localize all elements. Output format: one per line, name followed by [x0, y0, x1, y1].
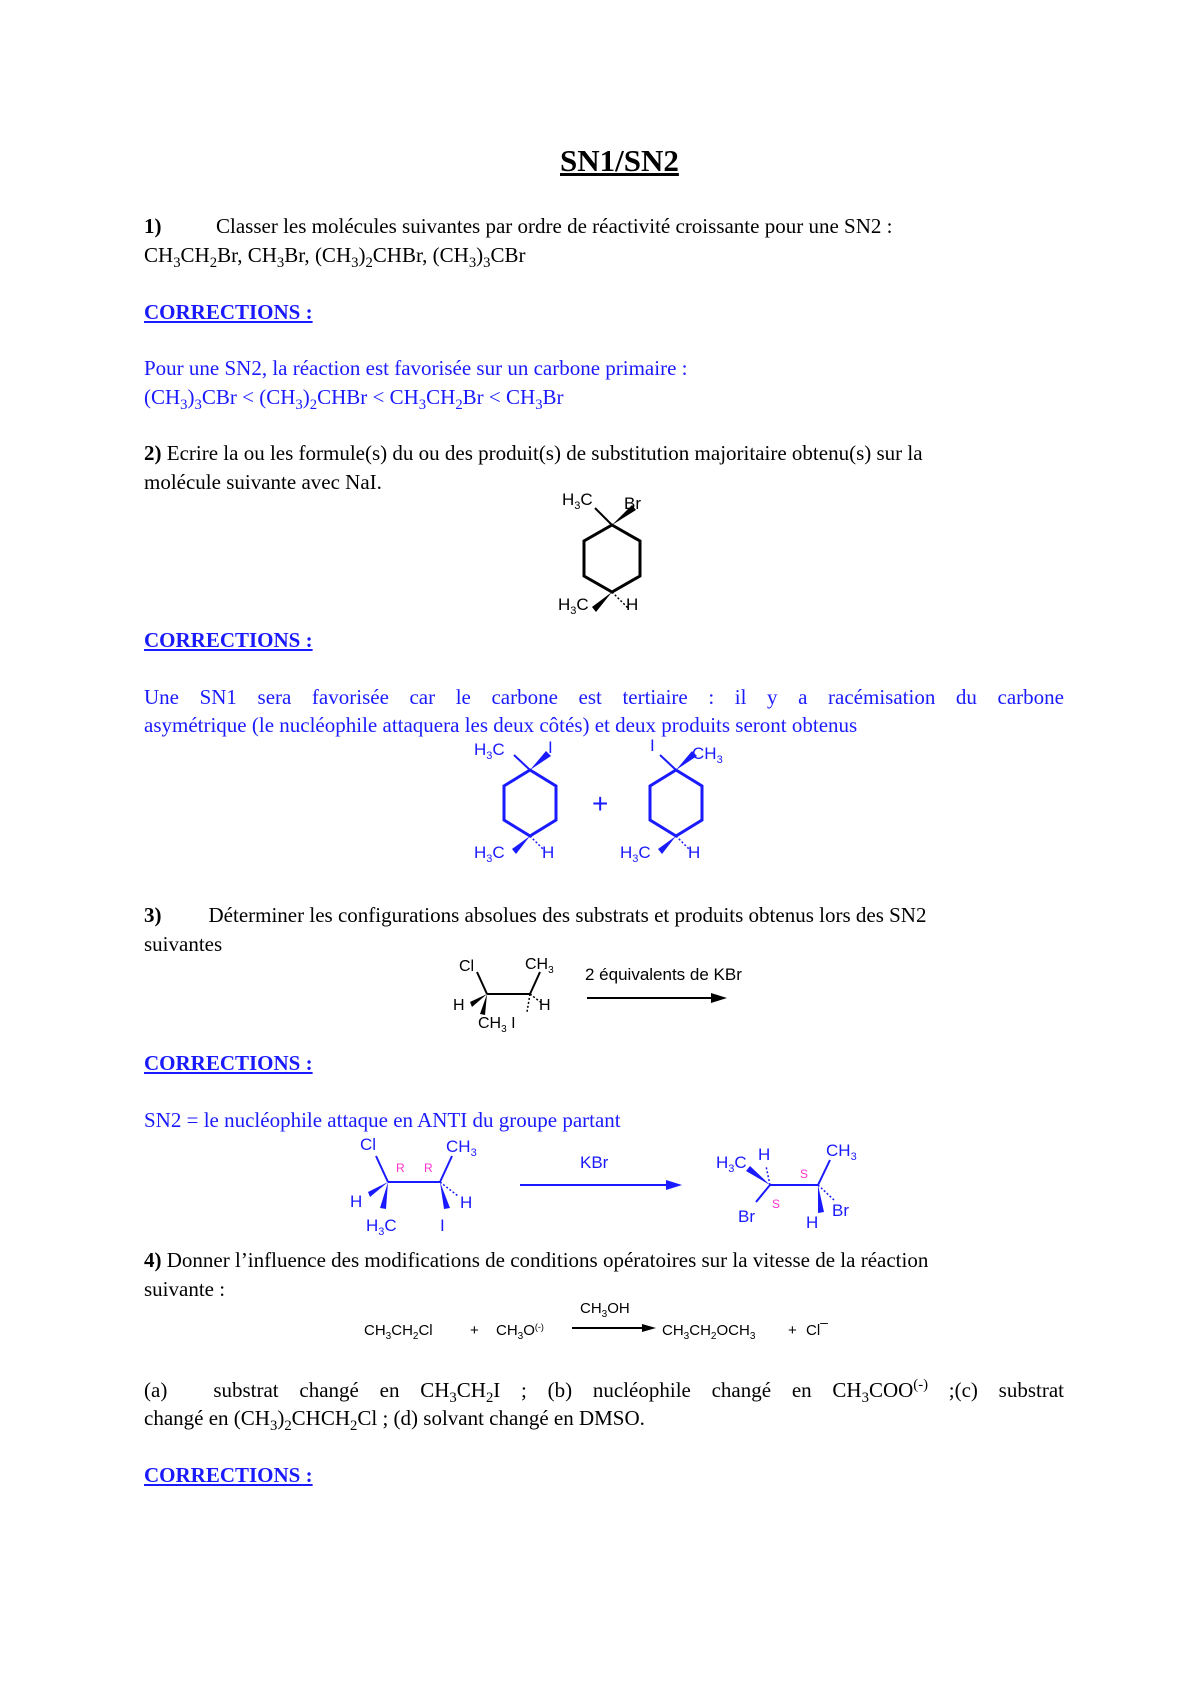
q1-text: Classer les molécules suivantes par ordre de réactivité croissante pour une SN2 :: [216, 214, 893, 238]
a3-sub-i: I: [440, 1216, 445, 1235]
a3-prod-br-right: Br: [832, 1201, 849, 1220]
q3-cl: Cl: [459, 958, 475, 975]
a3-prod-h3c: $H_3C$: [716, 1153, 747, 1175]
a3-config-s1: S: [800, 1167, 809, 1181]
eq-solvent: $CH_3OH$: [580, 1300, 630, 1320]
a3-sub-h3c: $H_3C$: [366, 1216, 397, 1238]
eq-product-1: $CH_3CH_2OCH_3$: [662, 1322, 756, 1342]
q2-br: Br: [624, 494, 641, 513]
a1-order: $(CH_3)_3CBr$ < $(CH_3)_2CHBr < CH_3CH_2Br < CH_3Br$: [144, 385, 564, 414]
q4-line2: suivante :: [144, 1277, 226, 1301]
a2-line2: asymétrique (le nucléophile attaquera les deux côtés) et deux produits seront obtenus: [144, 713, 858, 737]
corrections-heading-2: CORRECTIONS :: [144, 628, 313, 652]
p2-i: I: [650, 736, 655, 755]
corrections-heading-1: CORRECTIONS :: [144, 300, 313, 324]
a3-config-r1: R: [396, 1161, 405, 1175]
eq-product-2: Cl–: [806, 1314, 828, 1339]
a3-prod-h-top: H: [758, 1145, 771, 1164]
a3-sub-h-right: H: [460, 1193, 473, 1212]
p2-h3c-bottom: $H_3C$: [620, 843, 651, 865]
a1-text: Pour une SN2, la réaction est favorisée sur un carbone primaire :: [144, 356, 688, 380]
q2-line1: 2) Ecrire la ou les formule(s) du ou des produit(s) de substitution majoritaire obtenu(s) sur la: [144, 441, 923, 465]
corrections-heading-4: CORRECTIONS :: [144, 1463, 313, 1487]
a3-config-r2: R: [424, 1161, 433, 1175]
eq-plus-2: +: [788, 1322, 797, 1339]
q3-reagent: 2 équivalents de KBr: [585, 965, 742, 984]
q3-line1: 3) Déterminer les configurations absolues des substrats et produits obtenus lors des SN2: [144, 903, 927, 927]
q3-h-right: H: [539, 997, 551, 1014]
a3-sub-h-left: H: [350, 1192, 363, 1211]
corrections-heading-3: CORRECTIONS :: [144, 1051, 313, 1075]
a3-cl: Cl: [360, 1135, 377, 1154]
q3-line2: suivantes: [144, 932, 223, 956]
a2-products: [470, 735, 770, 870]
q2-h: H: [626, 595, 639, 614]
eq-reactant-2: $CH_3O^{(-)}$: [496, 1322, 544, 1342]
q4-options-line2: changé en $(CH_3)_2CHCH_2Cl$ ; (d) solvant changé en DMSO.: [144, 1406, 645, 1435]
q4-equation: [360, 1295, 860, 1350]
a3-sub-ch3: $CH_3$: [446, 1137, 477, 1159]
q3-bottom: $CH_3$ I: [478, 1015, 516, 1035]
a3-prod-ch3: $CH_3$: [826, 1141, 857, 1163]
a3-config-s2: S: [772, 1197, 781, 1211]
eq-plus-1: +: [470, 1322, 479, 1339]
q4-line1: 4) Donner l’influence des modifications de conditions opératoires sur la vitesse de la réaction: [144, 1248, 929, 1272]
p1-h3c-top: $H_3C$: [474, 740, 505, 762]
q2-molecule: [540, 490, 670, 625]
a3-scheme: [340, 1130, 900, 1240]
a3-prod-h-bottom: H: [806, 1213, 819, 1232]
q3-substrate: [445, 952, 745, 1037]
q1-molecules: $CH_3CH_2Br$, $CH_3Br$, $(CH_3)_2CHBr$, $(CH_3)_3CBr$: [144, 243, 526, 272]
q1-number: 1): [144, 214, 162, 238]
p2-h: H: [688, 843, 701, 862]
eq-reactant-1: $CH_3CH_2Cl$: [364, 1322, 433, 1342]
page-title: SN1/SN2: [560, 143, 679, 178]
q3-ch3: $CH_3$: [525, 956, 554, 976]
p1-h: H: [542, 843, 555, 862]
q3-h-left: H: [453, 997, 465, 1014]
q2-h3c-top: $H_3C$: [562, 490, 593, 512]
a3-prod-br-left: Br: [738, 1207, 755, 1226]
p2-ch3: $CH_3$: [692, 744, 723, 766]
p1-h3c-bottom: $H_3C$: [474, 843, 505, 865]
p1-i: I: [548, 738, 553, 757]
a3-reagent: KBr: [580, 1153, 609, 1172]
q2-h3c-bottom: $H_3C$: [558, 595, 589, 617]
a3-line1: SN2 = le nucléophile attaque en ANTI du groupe partant: [144, 1108, 621, 1132]
a2-line1: Une SN1 sera favorisée car le carbone est tertiaire : il y a racémisation du carbone: [144, 685, 1064, 709]
q4-options-line1: (a) substrat changé en $CH_3CH_2I$ ; (b) nucléophile changé en $CH_3COO^{(-)}$ ;(c) substrat: [144, 1377, 1064, 1407]
q2-line2: molécule suivante avec NaI.: [144, 470, 382, 494]
plus-sign: +: [592, 788, 609, 819]
